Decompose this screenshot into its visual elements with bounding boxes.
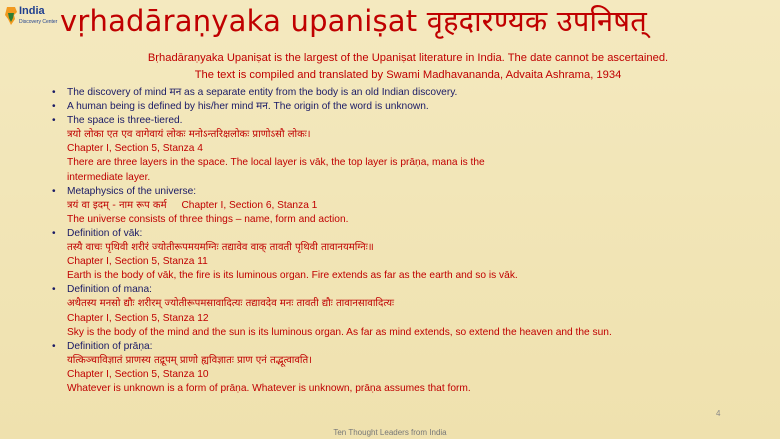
slide-title: vṛhadāraṇyaka upaniṣat वृहदारण्यक उपनिषत् [60, 4, 648, 38]
verse-reference: Chapter I, Section 5, Stanza 11 [67, 256, 208, 268]
bullet-icon: • [52, 185, 56, 197]
verse-translation: The universe consists of three things – name, form and action. [67, 213, 349, 225]
verse-translation: intermediate layer. [67, 171, 151, 183]
india-discovery-center-logo [4, 4, 58, 30]
verse-translation: Whatever is unknown is a form of prāṇa. Whatever is unknown, prāṇa assumes that form. [67, 382, 471, 394]
sanskrit-verse: त्रयं वा इदम् - नाम रूप कर्म [67, 199, 167, 211]
bullet-item: • The discovery of mind मन as a separate entity from the body is an old Indian discovery. [50, 86, 765, 100]
page-number: 4 [716, 409, 721, 418]
verse-translation: Earth is the body of vāk, the fire is its luminous organ. Fire extends as far as the earth and so is vāk. [67, 270, 518, 282]
sanskrit-verse: त्रयो लोका एत एव वागेवायं लोकः मनोऽन्तरिक्षलोकः प्राणोऽसौ लोकः। [67, 129, 311, 141]
india-map-icon [4, 6, 18, 26]
bullet-icon: • [52, 101, 56, 113]
bullet-item: • The space is three-tiered. [50, 114, 765, 128]
verse-reference: Chapter I, Section 5, Stanza 10 [67, 368, 209, 380]
bullet-icon: • [52, 227, 56, 239]
verse-translation: Sky is the body of the mind and the sun is its luminous organ. As far as mind extends, so extend the heaven and the sun. [67, 326, 612, 338]
logo-subtitle: Discovery Center [19, 19, 58, 25]
verse-translation: There are three layers in the space. The local layer is vāk, the top layer is prāṇa, mana is the [67, 157, 485, 169]
verse-inline-line [50, 199, 765, 213]
bullet-icon: • [52, 115, 56, 127]
sanskrit-verse: यत्किञ्चाविज्ञातं प्राणस्य तद्रूपम् प्राणो ह्यविज्ञातः प्राण एनं तद्भूत्वावति। [67, 354, 313, 366]
bullet-icon: • [52, 284, 56, 296]
verse-reference: Chapter I, Section 6, Stanza 1 [181, 199, 318, 211]
bullet-item: • Definition of prāṇa: [50, 340, 765, 354]
intro-text [48, 50, 768, 84]
verse-reference: Chapter I, Section 5, Stanza 4 [67, 143, 203, 155]
bullet-icon: • [52, 87, 56, 98]
footer-text: Ten Thought Leaders from India [333, 428, 447, 437]
bullet-list [50, 86, 765, 396]
intro-line: Bṛhadāraṇyaka Upaniṣat is the largest of the Upaniṣat literature in India. The date cannot be ascertained. [147, 52, 669, 64]
logo-name: India [19, 5, 45, 17]
bullet-item: • Metaphysics of the universe: [50, 185, 765, 199]
bullet-item: • A human being is defined by his/her mind मन. The origin of the word is unknown. [50, 100, 765, 114]
bullet-icon: • [52, 340, 56, 352]
verse-reference: Chapter I, Section 5, Stanza 12 [67, 312, 209, 324]
intro-line: The text is compiled and translated by Swami Madhavananda, Advaita Ashrama, 1934 [194, 69, 622, 81]
sanskrit-verse: अथैतस्य मनसो द्यौः शरीरम् ज्योतीरूपमसावादित्यः तद्यावदेव मनः तावती द्यौः तावानसावादित्यः [67, 298, 395, 310]
sanskrit-verse: तस्यै वाचः पृथिवी शरीरं ज्योतीरूपमयमग्निः तद्यावेव वाक् तावती पृथिवी तावानयमग्निः॥ [67, 242, 374, 254]
bullet-item: • Definition of mana: [50, 283, 765, 297]
bullet-item: • Definition of vāk: [50, 227, 765, 241]
